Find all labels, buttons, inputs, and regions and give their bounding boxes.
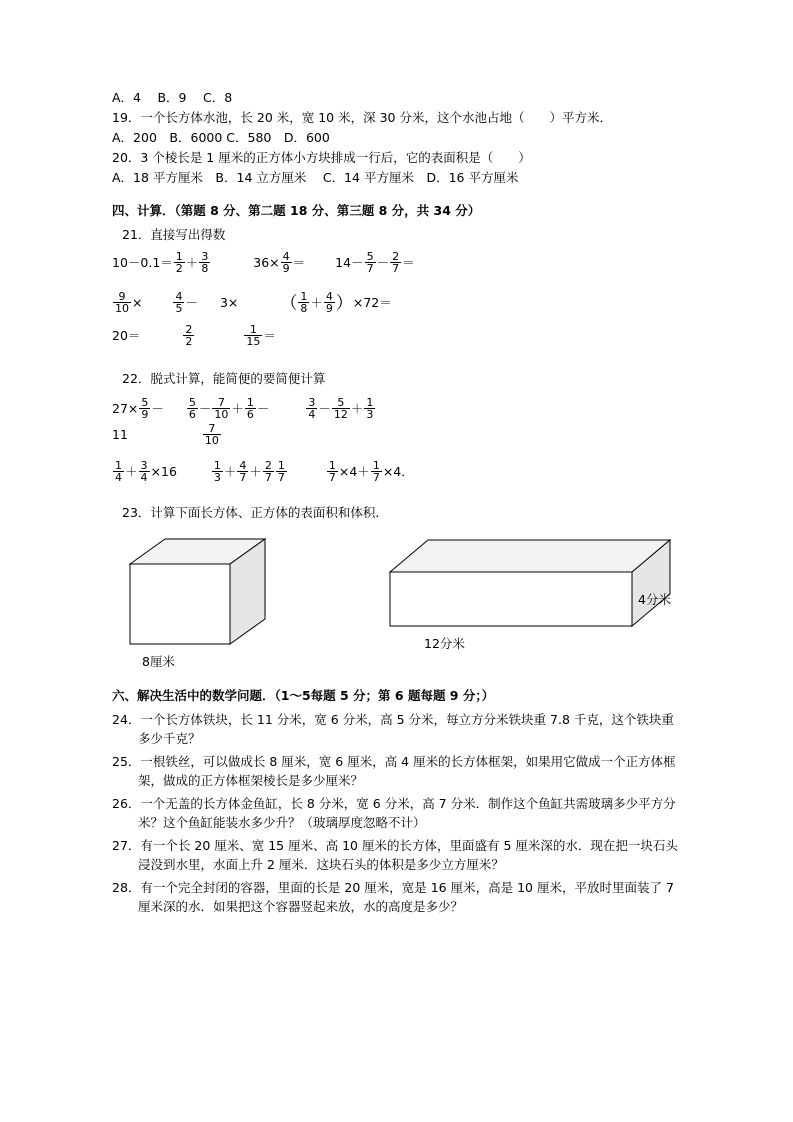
fraction-7-10: $\frac{7}{10}$ [214, 395, 229, 421]
q22-e2-plus: ＋ [231, 400, 244, 416]
q22-f1-plus: ＋ [125, 463, 138, 479]
q22-f1-tail: ×16 [150, 463, 177, 479]
fraction-1-7-b: $\frac{1}{7}$ [328, 458, 336, 484]
q22-e3-minus: － [318, 400, 331, 416]
q21-e3-op: － [376, 255, 390, 270]
q21-e1-op: ＋ [185, 255, 199, 270]
q21-e3-prefix: 14－ [335, 255, 364, 270]
q21-row-3 [112, 321, 682, 351]
q21-e5-eq: ＝ [263, 327, 276, 343]
fraction-5-9: $\frac{5}{9}$ [141, 395, 149, 421]
fraction-1-3-b: $\frac{1}{3}$ [213, 458, 221, 484]
problem-25: 25．一根铁丝，可以做成长 8 厘米，宽 6 厘米，高 4 厘米的长方体框架，如果用它做成一个正方体框架，做成的正方体框架棱长是多少厘米？ [112, 753, 676, 788]
cuboid-bottom-caption: 12分米 [424, 635, 465, 651]
fraction-1-6: $\frac{1}{6}$ [246, 395, 254, 421]
q21-e4-tail: 3× [219, 295, 239, 310]
cube-figure [120, 534, 280, 654]
fraction-2-2: $\frac{2}{2}$ [185, 322, 193, 348]
fraction-4-7: $\frac{4}{7}$ [239, 458, 247, 484]
q21-row-2 [112, 288, 682, 319]
problem-27: 27．有一个长 20 厘米、宽 15 厘米、高 10 厘米的长方体，里面盛有 5 厘米深的水．现在把一块石头浸没到水里，水面上升 2 厘米．这块石头的体积是多少立方厘米？ [112, 837, 678, 872]
choice-answers-18: A．4 B．9 C．8 [112, 90, 233, 105]
fraction-3-4-b: $\frac{3}{4}$ [140, 458, 148, 484]
choice-answers-19: A．200 B．6000 C．580 D．600 [112, 130, 330, 145]
cuboid-right-caption: 4分米 [638, 591, 671, 607]
q22-f2-plus1: ＋ [223, 463, 237, 479]
question-19: 19．一个长方体水池，长 20 米，宽 10 米，深 30 分米，这个水池占地（ ）平方米． [112, 110, 612, 125]
fraction-1-7: $\frac{1}{7}$ [277, 458, 285, 484]
fraction-2-7: $\frac{2}{7}$ [392, 250, 400, 275]
question-22-label: 22．脱式计算，能简便的要简便计算 [122, 370, 326, 386]
section-6-heading: 六、解决生活中的数学问题．（1～5每题 5 分；第 6 题每题 9 分；） [112, 687, 495, 703]
fraction-1-15: $\frac{1}{15}$ [246, 322, 261, 348]
fraction-9-10: $\frac{9}{10}$ [115, 290, 129, 315]
fraction-1-8: $\frac{1}{8}$ [300, 290, 308, 315]
q22-row-3 [112, 457, 682, 487]
fraction-2-7-b: $\frac{2}{7}$ [264, 458, 272, 484]
q21-e3-eq: ＝ [402, 255, 415, 270]
q21-e6-close: ） [335, 293, 353, 314]
q21-e4-eq: 20＝ [112, 327, 141, 343]
q21-e4-minus: － [185, 295, 198, 310]
q21-e2-eq: ＝ [292, 255, 306, 270]
q22-e1-tail: 11 [112, 426, 128, 442]
q22-e1-prefix: 27× [112, 400, 139, 416]
fraction-1-3: $\frac{1}{3}$ [366, 395, 374, 421]
fraction-4-9: $\frac{4}{9}$ [282, 250, 290, 275]
section-4-heading: 四、计算．（第题 8 分、第二题 18 分、第三题 8 分，共 34 分） [112, 203, 481, 218]
worksheet-content [112, 88, 682, 917]
fraction-5-12: $\frac{5}{12}$ [333, 395, 348, 421]
q21-e6-plus: ＋ [310, 295, 323, 310]
choice-answers-20: A．18 平方厘米 B．14 立方厘米 C．14 平方厘米 D．16 平方厘米 [112, 170, 519, 185]
fraction-7-10-b: $\frac{7}{10}$ [204, 421, 219, 447]
q22-e3-plus: ＋ [350, 400, 364, 416]
fraction-3-8: $\frac{3}{8}$ [201, 250, 209, 275]
fraction-4-9b: $\frac{4}{9}$ [325, 290, 333, 315]
q21-row-1 [112, 248, 682, 278]
q22-e1-minus: － [151, 400, 164, 416]
cube-caption: 8厘米 [142, 653, 175, 669]
q22-f3-t2: ×4． [382, 463, 414, 479]
q21-e6-open: （ [280, 293, 298, 314]
fraction-1-7-c: $\frac{1}{7}$ [372, 458, 380, 484]
q22-e2-minus1: － [198, 400, 212, 416]
q22-row-1 [112, 394, 682, 424]
q22-f2-plus2: ＋ [249, 463, 262, 479]
fraction-1-2: $\frac{1}{2}$ [175, 250, 183, 275]
q21-e6-tail: ×72＝ [352, 295, 392, 310]
fraction-3-4: $\frac{3}{4}$ [308, 395, 316, 421]
q21-e4-times: × [132, 295, 143, 310]
q22-row-2 [112, 421, 682, 447]
fraction-1-4: $\frac{1}{4}$ [115, 458, 122, 484]
figures-area [112, 528, 682, 668]
fraction-4-5: $\frac{4}{5}$ [175, 290, 183, 315]
question-20: 20．3 个棱长是 1 厘米的正方体小方块排成一行后，它的表面积是（ ） [112, 150, 531, 165]
q21-e1-prefix: 10－0.1＝ [112, 255, 173, 270]
q22-e2-minus2: － [256, 400, 270, 416]
problem-26: 26．一个无盖的长方体金鱼缸，长 8 分米，宽 6 分米，高 7 分米．制作这个鱼缸共需玻璃多少平方分米？这个鱼缸能装水多少升？（玻璃厚度忽略不计） [112, 795, 676, 830]
fraction-5-6: $\frac{5}{6}$ [188, 395, 196, 421]
problem-28: 28．有一个完全封闭的容器，里面的长是 20 厘米，宽是 16 厘米，高是 10 厘米，平放时里面装了 7 厘米深的水．如果把这个容器竖起来放，水的高度是多少？ [112, 879, 674, 914]
question-21-label: 21．直接写出得数 [122, 227, 226, 242]
q22-f3-t1: ×4＋ [338, 463, 370, 479]
problem-24: 24．一个长方体铁块，长 11 分米，宽 6 分米，高 5 分米，每立方分米铁块重 7.8 千克，这个铁块重多少千克？ [112, 711, 674, 746]
question-23-label: 23．计算下面长方体、正方体的表面积和体积． [122, 504, 388, 520]
q21-e2-prefix: 36× [253, 255, 280, 270]
fraction-5-7: $\frac{5}{7}$ [366, 250, 374, 275]
